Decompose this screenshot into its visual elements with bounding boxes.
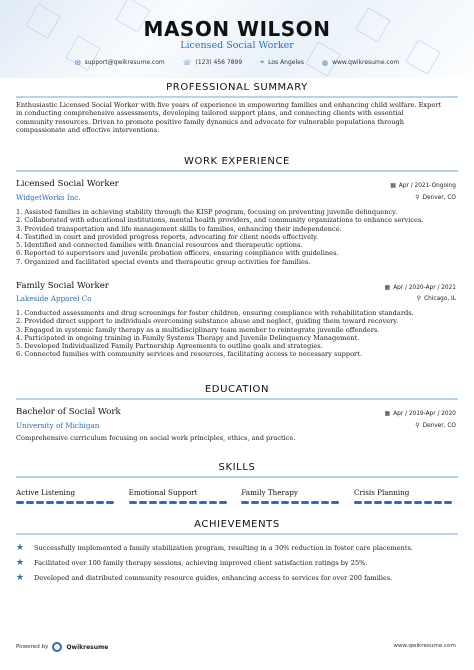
skill-level-segment	[86, 501, 94, 504]
calendar-icon: ▦	[384, 284, 391, 291]
skill-name: Emotional Support	[128, 488, 198, 497]
website-text: www.qwikresume.com	[332, 59, 400, 66]
job-dates	[390, 182, 456, 189]
qwikresume-logo-icon	[52, 642, 62, 652]
job-company: Lakeside Apparel Co	[16, 294, 92, 303]
job-company: WidgetWorks Inc.	[16, 193, 81, 202]
list-item: 3. Engaged in systemic family therapy as a multidisciplinary team member to reintegrate juvenile offenders.	[16, 325, 380, 334]
skill-name: Family Therapy	[241, 488, 298, 497]
job-dates	[385, 284, 456, 291]
skill-level-segment	[414, 501, 422, 504]
list-item: 6. Reported to supervisors and juvenile probation officers, ensuring compliance with guidelines.	[16, 249, 339, 258]
star-badge-icon: ★	[16, 558, 25, 568]
contact-email[interactable]	[75, 58, 165, 67]
candidate-title: Licensed Social Worker	[180, 40, 294, 51]
skill-level-segment	[364, 501, 372, 504]
map-pin-icon: ⚲	[416, 295, 422, 302]
calendar-icon: ▦	[384, 410, 391, 417]
skill-level-segment	[444, 501, 452, 504]
education-location	[415, 422, 456, 429]
skill-level-segment	[159, 501, 167, 504]
skill-item	[16, 488, 120, 504]
skill-level-segment	[179, 501, 187, 504]
skill-level-segment	[26, 501, 34, 504]
star-badge-icon: ★	[16, 573, 25, 583]
skill-level-segment	[331, 501, 339, 504]
star-badge-icon: ★	[16, 543, 25, 553]
skill-item	[241, 488, 345, 504]
skill-level-segment	[241, 501, 249, 504]
job-location	[415, 194, 456, 201]
list-item: 3. Provided transportation and life management skills to families, enhancing their independence.	[16, 224, 342, 233]
calendar-icon: ▦	[390, 182, 396, 189]
achievement-item	[16, 573, 458, 583]
skill-level-segment	[96, 501, 104, 504]
experience-heading: WORK EXPERIENCE	[184, 156, 290, 167]
achievement-text: Successfully implemented a family stabilization program, resulting in a 30% reduction in foster care placements.	[34, 544, 414, 552]
education-school: University of Michigan	[16, 421, 100, 430]
skill-level-segment	[394, 501, 402, 504]
section-divider	[16, 170, 458, 172]
skill-level-segment	[189, 501, 197, 504]
summary-line: community resources. Driven to promote positive family dynamics and advocate for vulnerable populations through	[16, 117, 404, 126]
contact-phone[interactable]	[183, 58, 242, 67]
location-text: Los Angeles	[268, 59, 304, 66]
list-item: 5. Developed Individualized Family Partnership Agreements to outline goals and strategies.	[16, 342, 323, 351]
contact-website[interactable]	[322, 58, 399, 67]
powered-by-text: Powered by	[16, 644, 49, 650]
job-role: Family Social Worker	[16, 281, 109, 291]
list-item: 5. Identified and connected families with financial resources and therapeutic options.	[16, 241, 303, 250]
section-divider	[16, 533, 458, 535]
skill-level-segment	[291, 501, 299, 504]
skill-level-segment	[434, 501, 442, 504]
list-item: 4. Testified in court and provided progress reports, advocating for client needs effectively.	[16, 232, 319, 241]
list-item: 6. Connected families with community services and resources, facilitating access to necessary support.	[16, 350, 362, 359]
mail-icon: ✉	[74, 58, 81, 67]
skill-item	[354, 488, 458, 504]
skill-level-segment	[46, 501, 54, 504]
skill-level-bar	[354, 501, 458, 504]
skill-level-segment	[321, 501, 329, 504]
skill-level-segment	[169, 501, 177, 504]
skill-level-segment	[209, 501, 217, 504]
job-bullets	[16, 208, 458, 266]
education-dates	[385, 410, 456, 417]
contact-location	[260, 58, 304, 67]
summary-line: in conducting comprehensive assessments, developing tailored support plans, and connecting clients with essential	[16, 109, 404, 118]
section-divider	[16, 398, 458, 400]
skill-level-segment	[139, 501, 147, 504]
education-location-text: Denver, CO	[422, 423, 456, 429]
section-divider	[16, 96, 458, 98]
skill-level-segment	[261, 501, 269, 504]
skill-level-segment	[16, 501, 24, 504]
map-pin-icon: ⚲	[415, 194, 420, 201]
phone-icon: ☏	[182, 58, 192, 67]
list-item: 1. Assisted families in achieving stability through the KISP program, focusing on preventing juvenile delinquency.	[16, 208, 398, 216]
list-item: 4. Participated in ongoing training in Family Systems Therapy and Juvenile Delinquency Management.	[16, 333, 360, 342]
skill-level-segment	[404, 501, 412, 504]
education-dates-text: Apr / 2019-Apr / 2020	[393, 411, 456, 417]
skill-level-segment	[281, 501, 289, 504]
education-description: Comprehensive curriculum focusing on social work principles, ethics, and practice.	[16, 434, 296, 442]
footer-powered-by[interactable]	[16, 642, 108, 652]
skill-level-segment	[66, 501, 74, 504]
skills-list	[16, 488, 458, 504]
achievements-heading: ACHIEVEMENTS	[194, 519, 280, 530]
skill-level-segment	[424, 501, 432, 504]
skill-level-segment	[129, 501, 137, 504]
list-item: 2. Collaborated with educational institutions, mental health providers, and community organizations to enhance services.	[16, 216, 424, 225]
skill-level-bar	[129, 501, 233, 504]
email-text: support@qwikresume.com	[84, 59, 165, 66]
skill-level-bar	[16, 501, 120, 504]
job-location-text: Denver, CO	[422, 195, 456, 201]
skill-level-segment	[199, 501, 207, 504]
brand-name: Qwikresume	[66, 643, 109, 651]
skill-name: Active Listening	[16, 488, 76, 497]
skill-level-segment	[301, 501, 309, 504]
section-divider	[16, 476, 458, 478]
summary-heading: PROFESSIONAL SUMMARY	[166, 82, 308, 93]
candidate-name: MASON WILSON	[143, 17, 331, 41]
skill-level-segment	[149, 501, 157, 504]
skill-level-segment	[374, 501, 382, 504]
contact-row	[0, 58, 474, 67]
achievement-text: Developed and distributed community resource guides, enhancing access to services for over 200 families.	[34, 574, 393, 582]
summary-line: Enthusiastic Licensed Social Worker with five years of experience in empowering families and enhancing child welfare. Expert	[16, 101, 442, 109]
list-item: 2. Provided direct support to individuals overcoming substance abuse and neglect, guiding them toward recovery.	[16, 317, 399, 326]
skill-level-segment	[36, 501, 44, 504]
globe-icon: ◍	[321, 58, 329, 67]
skill-level-segment	[251, 501, 259, 504]
achievement-item	[16, 558, 458, 568]
phone-text: (123) 456 7899	[195, 59, 243, 66]
skill-item	[129, 488, 233, 504]
job-dates-text: Apr / 2021-Ongoing	[398, 183, 456, 189]
skill-level-segment	[384, 501, 392, 504]
skill-level-segment	[271, 501, 279, 504]
achievement-text: Facilitated over 100 family therapy sessions, achieving improved client satisfaction ratings by 25%.	[34, 559, 368, 567]
skill-level-segment	[56, 501, 64, 504]
location-icon: ⌖	[260, 58, 265, 66]
job-location	[417, 295, 456, 302]
skill-level-segment	[76, 501, 84, 504]
skill-level-segment	[354, 501, 362, 504]
job-role: Licensed Social Worker	[16, 179, 119, 189]
skill-level-bar	[241, 501, 345, 504]
list-item: 7. Organized and facilitated special events and therapeutic group activities for families.	[16, 257, 311, 266]
job-bullets	[16, 309, 458, 359]
job-location-text: Chicago, IL	[424, 296, 456, 302]
achievement-item	[16, 543, 458, 553]
skill-level-segment	[219, 501, 227, 504]
footer-url[interactable]: www.qwikresume.com	[393, 643, 456, 649]
skill-name: Crisis Planning	[353, 488, 410, 497]
job-dates-text: Apr / 2020-Apr / 2021	[393, 285, 456, 291]
skill-level-segment	[106, 501, 114, 504]
skills-heading: SKILLS	[218, 462, 256, 473]
summary-text	[16, 101, 458, 135]
education-heading: EDUCATION	[204, 384, 270, 395]
education-degree: Bachelor of Social Work	[16, 407, 121, 417]
map-pin-icon: ⚲	[415, 422, 420, 429]
skill-level-segment	[311, 501, 319, 504]
summary-line: compassionate and effective interventions.	[16, 126, 160, 135]
list-item: 1. Conducted assessments and drug screenings for foster children, ensuring compliance with rehabilitation standards.	[16, 309, 414, 317]
